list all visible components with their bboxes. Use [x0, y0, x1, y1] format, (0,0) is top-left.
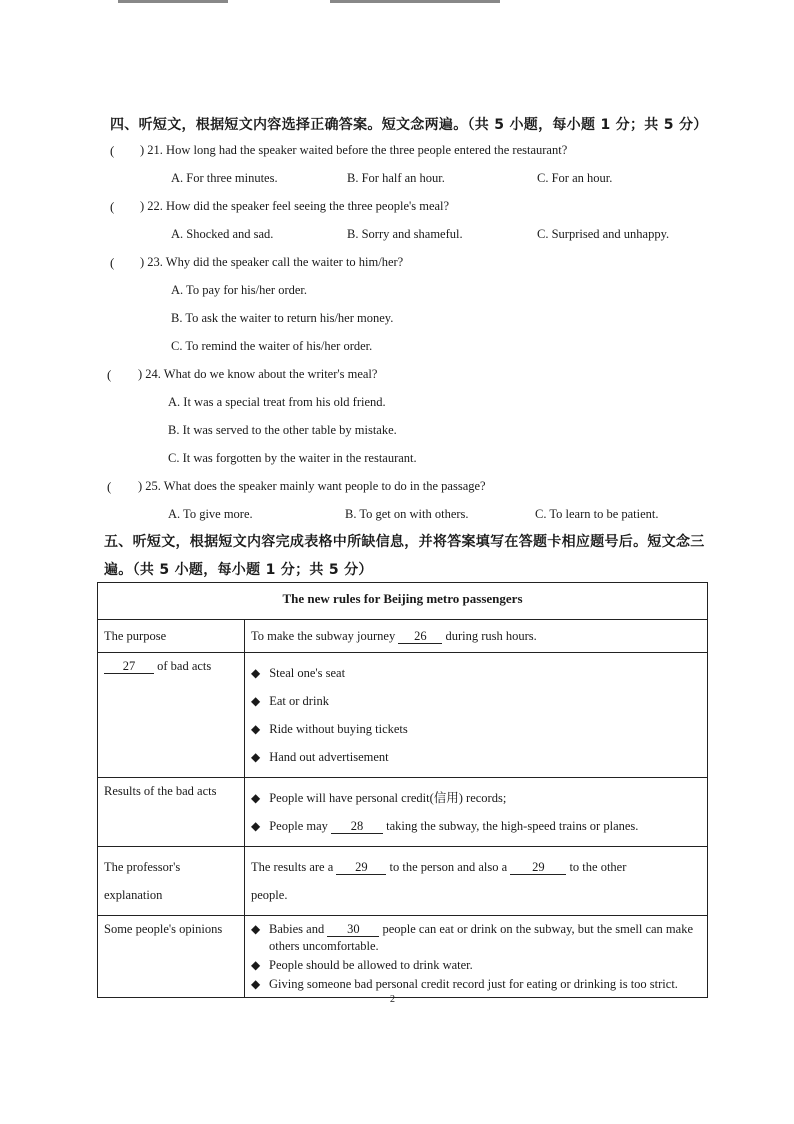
- q21-stem: ) 21. How long had the speaker waited before the three people entered the restaurant?: [140, 143, 568, 157]
- act-item: ◆ Eat or drink: [251, 694, 329, 708]
- diamond-bullet-icon: ◆: [251, 922, 261, 936]
- scan-edge-left: [118, 0, 228, 3]
- scan-edge-right: [330, 0, 500, 3]
- q22-stem: ) 22. How did the speaker feel seeing the three people's meal?: [140, 199, 450, 213]
- q25-option-c: C. To learn to be patient.: [535, 507, 659, 521]
- results-cell: [245, 778, 708, 847]
- diamond-bullet-icon: ◆: [251, 791, 261, 805]
- q25-option-a: A. To give more.: [168, 507, 253, 521]
- result-item-2: ◆ People may 28 taking the subway, the high-speed trains or planes.: [251, 819, 639, 833]
- blank-26[interactable]: 26: [398, 629, 442, 644]
- results-label: Results of the bad acts: [98, 778, 245, 847]
- q23-option-a: A. To pay for his/her order.: [171, 283, 308, 297]
- act-item: ◆ Ride without buying tickets: [251, 722, 408, 736]
- blank-27[interactable]: 27: [104, 659, 154, 674]
- q21-option-b: B. For half an hour.: [347, 171, 445, 185]
- blank-28[interactable]: 28: [331, 819, 383, 834]
- opinion-item-2: ◆ People should be allowed to drink water.: [251, 958, 473, 972]
- section5-heading-line1: 五、听短文，根据短文内容完成表格中所缺信息，并将答案填写在答题卡相应题号后。短文念三: [104, 534, 705, 550]
- q21-option-c: C. For an hour.: [537, 171, 613, 185]
- q25-paren: (: [107, 479, 112, 494]
- page-number: 2: [390, 994, 395, 1005]
- opinions-cell: [245, 916, 708, 998]
- q21-paren: (: [110, 143, 115, 158]
- opinion-item-3: ◆ Giving someone bad personal credit record just for eating or drinking is too strict.: [251, 977, 678, 991]
- purpose-cell: [245, 620, 708, 653]
- blank-30[interactable]: 30: [327, 922, 379, 937]
- professor-label: The professor's explanation: [98, 847, 245, 916]
- q22-paren: (: [110, 199, 115, 214]
- purpose-text-pre: To make the subway journey: [251, 629, 396, 643]
- q22-option-c: C. Surprised and unhappy.: [537, 227, 670, 241]
- q23-stem: ) 23. Why did the speaker call the waiter to him/her?: [140, 255, 404, 269]
- diamond-bullet-icon: ◆: [251, 958, 261, 972]
- q25-stem: ) 25. What does the speaker mainly want people to do in the passage?: [138, 479, 486, 493]
- professor-cell: The results are a 29 to the person and also a 29 to the other people.: [245, 847, 708, 916]
- q24-option-b: B. It was served to the other table by mistake.: [168, 423, 397, 437]
- diamond-bullet-icon: ◆: [251, 722, 261, 736]
- q24-paren: (: [107, 367, 112, 382]
- q22-option-a: A. Shocked and sad.: [171, 227, 274, 241]
- blank-29b[interactable]: 29: [510, 860, 566, 875]
- table-title: The new rules for Beijing metro passengers: [98, 583, 708, 620]
- q23-option-b: B. To ask the waiter to return his/her money.: [171, 311, 394, 325]
- acts-label-cell: [98, 653, 245, 778]
- section5-heading-line2: 遍。（共 5 小题，每小题 1 分；共 5 分）: [104, 562, 373, 578]
- q21-option-a: A. For three minutes.: [171, 171, 278, 185]
- purpose-label: The purpose: [98, 620, 245, 653]
- acts-cell: [245, 653, 708, 778]
- q25-option-b: B. To get on with others.: [345, 507, 469, 521]
- diamond-bullet-icon: ◆: [251, 977, 261, 991]
- q23-paren: (: [110, 255, 115, 270]
- purpose-text-post: during rush hours.: [445, 629, 537, 643]
- rules-table: [97, 582, 708, 998]
- q23-option-c: C. To remind the waiter of his/her order.: [171, 339, 373, 353]
- q22-option-b: B. Sorry and shameful.: [347, 227, 463, 241]
- q24-option-a: A. It was a special treat from his old friend.: [168, 395, 386, 409]
- act-item: ◆ Steal one's seat: [251, 666, 346, 680]
- act-item: ◆ Hand out advertisement: [251, 750, 389, 764]
- opinion-item-1: ◆ Babies and 30 people can eat or drink on the subway, but the smell can make others uncomfortable.: [251, 922, 693, 953]
- diamond-bullet-icon: ◆: [251, 750, 261, 764]
- diamond-bullet-icon: ◆: [251, 819, 261, 833]
- section4-heading: 四、听短文，根据短文内容选择正确答案。短文念两遍。（共 5 小题，每小题 1 分；共 5 分）: [110, 117, 708, 133]
- acts-label: of bad acts: [157, 659, 212, 673]
- q24-stem: ) 24. What do we know about the writer's meal?: [138, 367, 378, 381]
- diamond-bullet-icon: ◆: [251, 694, 261, 708]
- diamond-bullet-icon: ◆: [251, 666, 261, 680]
- blank-29a[interactable]: 29: [336, 860, 386, 875]
- result-item-1: ◆ People will have personal credit(信用) records;: [251, 791, 507, 805]
- q24-option-c: C. It was forgotten by the waiter in the restaurant.: [168, 451, 417, 465]
- opinions-label: Some people's opinions: [98, 916, 245, 998]
